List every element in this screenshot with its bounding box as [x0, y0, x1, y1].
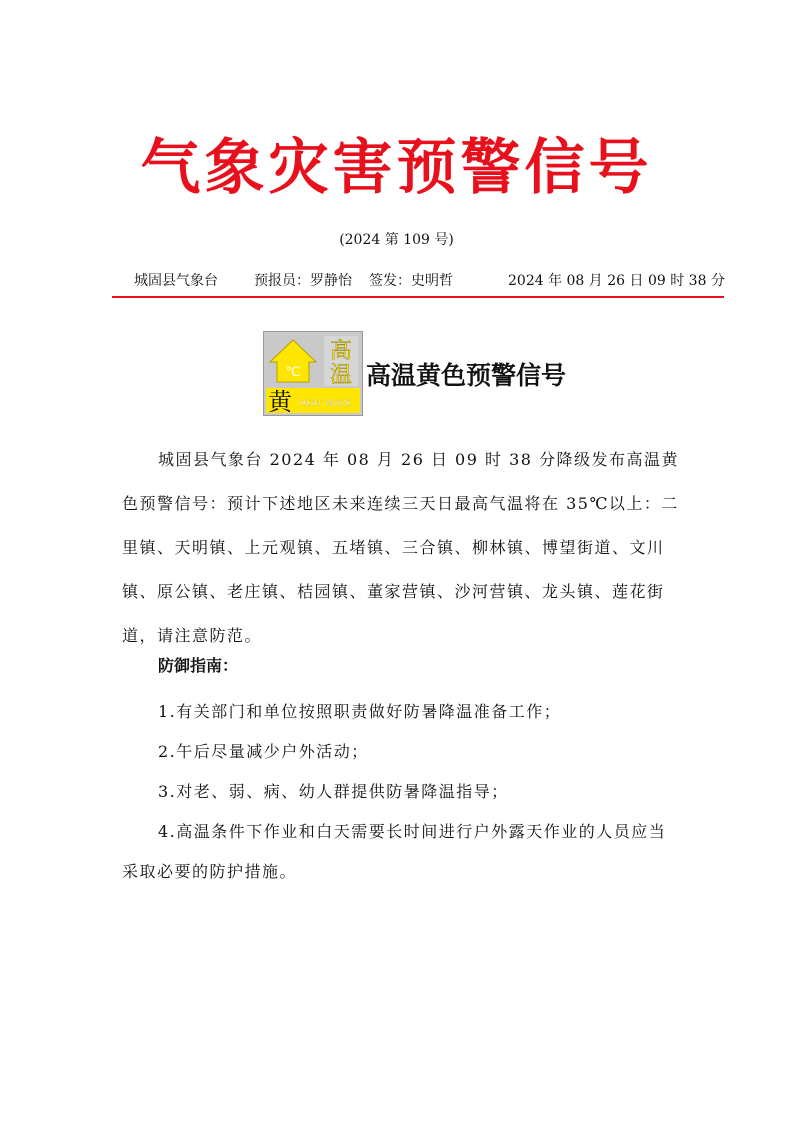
icon-english-label: HEAT WAVE [298, 399, 352, 409]
icon-char-mid: 温 [329, 363, 353, 388]
issue-number: (2024 第 109 号) [339, 232, 454, 248]
signal-heading: 高温黄色预警信号 [366, 361, 567, 390]
defense-guide-list [122, 692, 682, 892]
icon-char-bottom: 黄 [268, 388, 292, 415]
defense-guide-heading: 防御指南： [158, 656, 239, 675]
issue-time: 2024 年 08 月 26 日 09 时 38 分 [508, 273, 725, 289]
guide-item: 3.对老、弱、病、幼人群提供防暑降温指导； [158, 782, 509, 801]
warning-body [122, 438, 682, 658]
forecaster: 预报员：罗静怡 [254, 273, 352, 289]
guide-item: 4.高温条件下作业和白天需要长时间进行户外露天作业的人员应当采取必要的防护措施。 [122, 822, 667, 881]
issuing-organization: 城固县气象台 [134, 273, 218, 289]
heat-wave-yellow-signal-icon [263, 331, 363, 416]
guide-item: 1.有关部门和单位按照职责做好防暑降温准备工作； [158, 702, 562, 721]
document-title: 气象灾害预警信号 [140, 133, 653, 203]
guide-item: 2.午后尽量减少户外活动； [158, 742, 369, 761]
icon-char-top: 高 [329, 339, 353, 364]
warning-paragraph: 城固县气象台 2024 年 08 月 26 日 09 时 38 分降级发布高温黄色预警信号：预计下述地区未来连续三天日最高气温将在 35℃以上：二里镇、天明镇、上元观镇、五堵镇、三合镇、柳林镇、博望街道、文川镇、原公镇、老庄镇、桔园镇、董家营镇、沙河营镇、龙头镇、莲花街道，请注意防范。 [122, 450, 680, 645]
header-divider [112, 296, 724, 298]
issuer: 签发：史明哲 [369, 273, 453, 289]
celsius-symbol: ℃ [285, 365, 301, 380]
issue-meta-line [112, 270, 725, 292]
